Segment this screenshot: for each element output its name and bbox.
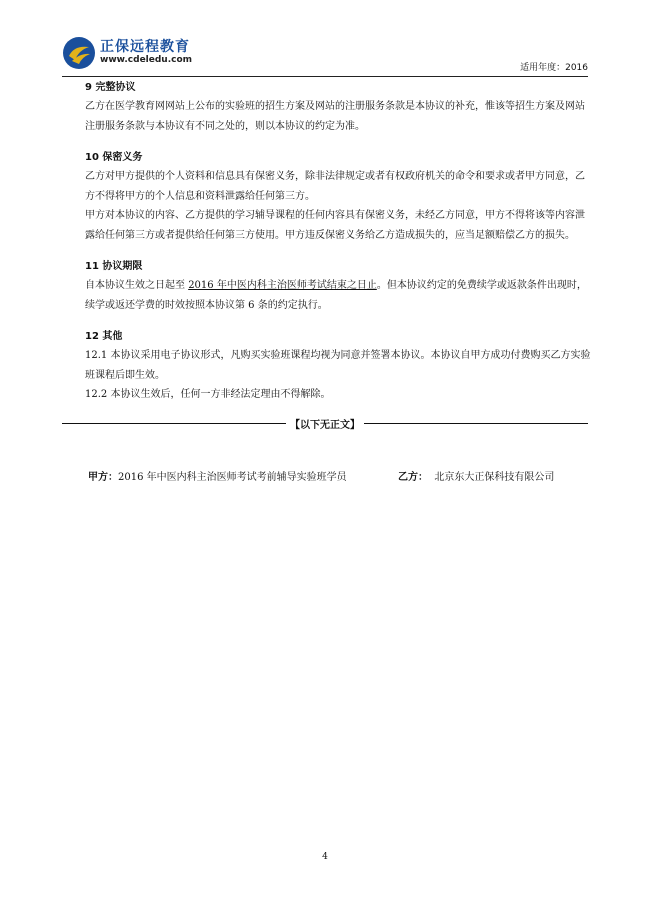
page-number: 4 bbox=[322, 852, 328, 862]
end-of-text-divider bbox=[62, 416, 588, 430]
section-paragraph: 甲方对本协议的内容、乙方提供的学习辅导课程的任何内容具有保密义务，未经乙方同意，甲方不得将该等内容泄露给任何第三方或者提供给任何第三方使用。甲方违反保密义务给乙方造成损失的，应当足额赔偿乙方的损失。 bbox=[85, 210, 585, 241]
divider-line-left bbox=[62, 423, 286, 424]
page-header bbox=[62, 32, 588, 77]
party-b bbox=[398, 468, 554, 483]
agreement-body bbox=[85, 79, 593, 418]
section-title: 12 其他 bbox=[85, 331, 123, 342]
party-a bbox=[88, 468, 347, 483]
section-title: 11 协议期限 bbox=[85, 261, 143, 272]
website-url: www.cdeledu.com bbox=[100, 55, 193, 65]
party-a-value: 2016 年中医内科主治医师考试考前辅导实验班学员 bbox=[118, 472, 347, 483]
logo-icon bbox=[62, 36, 96, 70]
divider-text: 【以下无正文】 bbox=[290, 419, 360, 431]
section-title: 10 保密义务 bbox=[85, 152, 143, 163]
section-confidentiality bbox=[85, 149, 593, 245]
applicable-year: 适用年度：2016 bbox=[520, 63, 588, 73]
section-other bbox=[85, 328, 593, 405]
section-paragraph: 乙方对甲方提供的个人资料和信息具有保密义务，除非法律规定或者有权政府机关的命令和要求或者甲方同意，乙方不得将甲方的个人信息和资料泄露给任何第三方。 bbox=[85, 171, 585, 202]
section-paragraph bbox=[85, 276, 593, 315]
party-a-label: 甲方： bbox=[88, 472, 118, 483]
section-title: 9 完整协议 bbox=[85, 82, 136, 93]
section-paragraph: 12.2 本协议生效后，任何一方非经法定理由不得解除。 bbox=[85, 389, 331, 400]
term-text-start: 自本协议生效之日起至 bbox=[85, 280, 189, 291]
party-b-value: 北京东大正保科技有限公司 bbox=[434, 472, 555, 483]
term-end-date: 2016 年中医内科主治医师考试结束之日止 bbox=[188, 280, 377, 291]
term-text-end: 。但本协议约定的免费续学或返款条件出现时，续学或返还学费的时效按照本协议第 6 条的约定执行。 bbox=[85, 280, 587, 311]
section-complete-agreement bbox=[85, 79, 593, 136]
divider-line-right bbox=[364, 423, 588, 424]
section-term bbox=[85, 258, 593, 315]
brand-name: 正保远程教育 bbox=[100, 39, 190, 55]
section-paragraph: 12.1 本协议采用电子协议形式，凡购买实验班课程均视为同意并签署本协议。本协议自甲方成功付费购买乙方实验班课程后即生效。 bbox=[85, 350, 591, 381]
party-b-label: 乙方： bbox=[398, 472, 428, 483]
section-paragraph: 乙方在医学教育网网站上公布的实验班的招生方案及网站的注册服务条款是本协议的补充，惟该等招生方案及网站注册服务条款与本协议有不同之处的，则以本协议的约定为准。 bbox=[85, 101, 585, 132]
